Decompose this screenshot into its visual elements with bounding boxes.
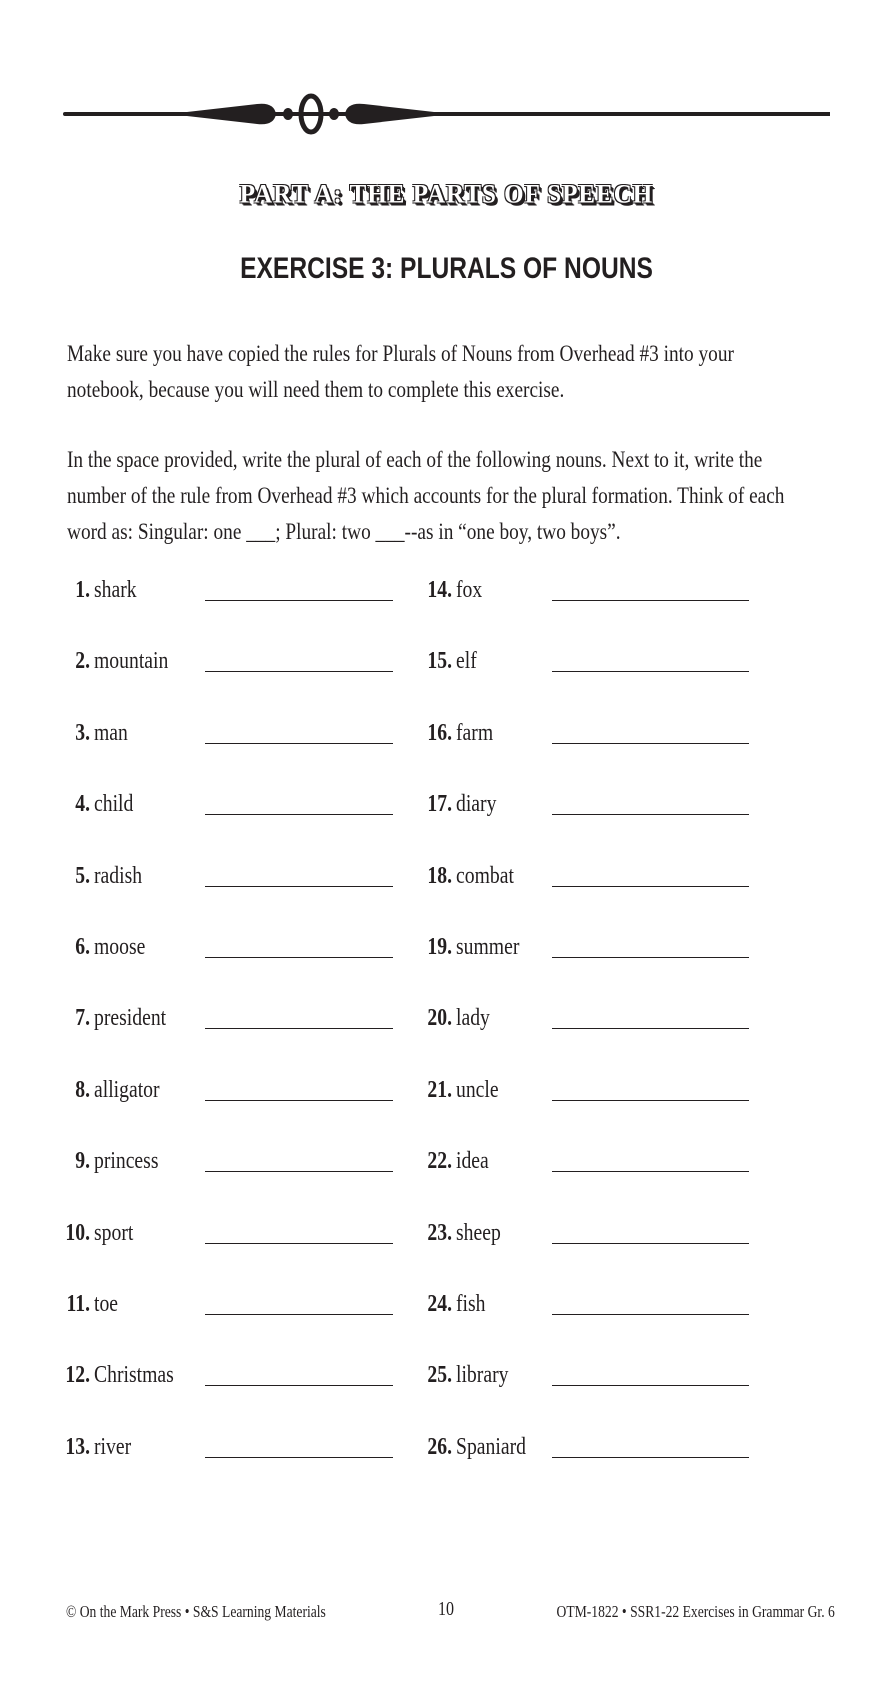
- item-noun: sheep: [456, 1219, 501, 1246]
- item-number: 18.: [427, 862, 452, 889]
- answer-blank[interactable]: [205, 886, 393, 887]
- item-noun: uncle: [456, 1076, 499, 1103]
- exercise-item: [50, 1355, 393, 1395]
- item-noun: president: [94, 1005, 167, 1032]
- instructions-paragraph-1: Make sure you have copied the rules for Plurals of Nouns from Overhead #3 into your notebook, because you will need them to complete this exercise.: [67, 341, 734, 402]
- item-number: 13.: [65, 1433, 90, 1460]
- exercise-item: [50, 784, 393, 824]
- item-noun: toe: [94, 1291, 119, 1317]
- answer-blank[interactable]: [205, 1028, 393, 1029]
- answer-blank[interactable]: [552, 886, 749, 887]
- footer-publisher: © On the Mark Press • S&S Learning Materials: [66, 1602, 326, 1621]
- item-noun: mountain: [94, 648, 169, 675]
- item-noun: moose: [94, 934, 146, 960]
- item-number: 25.: [427, 1362, 452, 1389]
- exercise-item: [412, 713, 749, 753]
- item-noun: child: [94, 791, 134, 818]
- item-number: 14.: [427, 577, 452, 603]
- item-noun: summer: [456, 934, 520, 960]
- item-number: 1.: [75, 577, 90, 603]
- item-noun: Spaniard: [456, 1433, 526, 1460]
- answer-blank[interactable]: [205, 743, 393, 744]
- item-noun: lady: [456, 1005, 490, 1032]
- item-noun: radish: [94, 862, 143, 889]
- exercise-item: [50, 1427, 393, 1467]
- item-noun: fox: [456, 577, 483, 603]
- answer-blank[interactable]: [552, 1100, 749, 1101]
- answer-blank[interactable]: [552, 1314, 749, 1315]
- exercise-item: [412, 927, 749, 967]
- item-number: 12.: [65, 1362, 90, 1389]
- exercise-item: [50, 713, 393, 753]
- item-number: 11.: [66, 1291, 90, 1317]
- item-noun: elf: [456, 648, 477, 675]
- answer-blank[interactable]: [205, 1457, 393, 1458]
- page-number: 10: [438, 1598, 454, 1620]
- item-number: 9.: [75, 1148, 90, 1175]
- answer-blank[interactable]: [205, 1171, 393, 1172]
- exercise-item: [412, 1070, 749, 1110]
- item-number: 4.: [75, 791, 90, 818]
- exercise-item: [50, 1284, 393, 1324]
- exercise-item: [50, 998, 393, 1038]
- item-number: 19.: [427, 934, 452, 960]
- exercise-item: [50, 1070, 393, 1110]
- item-noun: sport: [94, 1219, 134, 1246]
- item-noun: idea: [456, 1148, 489, 1175]
- exercise-item: [50, 1213, 393, 1253]
- item-noun: library: [456, 1362, 509, 1389]
- answer-blank[interactable]: [552, 1243, 749, 1244]
- item-number: 5.: [75, 862, 90, 889]
- exercise-item: [412, 570, 749, 610]
- item-noun: alligator: [94, 1076, 160, 1103]
- item-number: 3.: [75, 719, 90, 746]
- item-number: 26.: [427, 1433, 452, 1460]
- answer-blank[interactable]: [552, 1028, 749, 1029]
- exercise-item: [412, 641, 749, 681]
- answer-blank[interactable]: [205, 814, 393, 815]
- exercise-item: [50, 641, 393, 681]
- answer-blank[interactable]: [552, 671, 749, 672]
- answer-blank[interactable]: [205, 1243, 393, 1244]
- ornamental-divider: [62, 92, 830, 156]
- item-noun: combat: [456, 862, 514, 889]
- item-number: 24.: [427, 1291, 452, 1317]
- item-noun: man: [94, 719, 128, 746]
- item-noun: diary: [456, 791, 497, 818]
- answer-blank[interactable]: [552, 1385, 749, 1386]
- answer-blank[interactable]: [552, 743, 749, 744]
- answer-blank[interactable]: [552, 1457, 749, 1458]
- answer-blank[interactable]: [205, 671, 393, 672]
- answer-blank[interactable]: [205, 1100, 393, 1101]
- answer-blank[interactable]: [552, 1171, 749, 1172]
- item-noun: fish: [456, 1291, 486, 1317]
- item-number: 10.: [65, 1219, 90, 1246]
- instructions-paragraph-2: In the space provided, write the plural of each of the following nouns. Next to it, write the number of the rule from Overhead #3 which accounts for the plural formation. Think of each word as: Singular: one ___; Plural: two ___--as in “one boy, two boys”.: [67, 447, 785, 544]
- answer-blank[interactable]: [552, 600, 749, 601]
- item-number: 2.: [75, 648, 90, 675]
- item-number: 21.: [427, 1076, 452, 1103]
- item-number: 16.: [427, 719, 452, 746]
- exercise-item: [412, 1213, 749, 1253]
- item-number: 20.: [427, 1005, 452, 1032]
- answer-blank[interactable]: [205, 1314, 393, 1315]
- answer-blank[interactable]: [205, 957, 393, 958]
- item-noun: shark: [94, 577, 137, 603]
- item-noun: princess: [94, 1148, 159, 1175]
- item-number: 7.: [75, 1005, 90, 1032]
- item-number: 15.: [427, 648, 452, 675]
- exercise-title: EXERCISE 3: PLURALS OF NOUNS: [240, 252, 653, 285]
- item-noun: river: [94, 1433, 132, 1460]
- part-title: PART A: THE PARTS OF SPEECH: [239, 180, 654, 209]
- answer-blank[interactable]: [552, 814, 749, 815]
- exercise-item: [50, 570, 393, 610]
- exercise-item: [412, 1427, 749, 1467]
- item-number: 22.: [427, 1148, 452, 1175]
- item-noun: farm: [456, 719, 494, 746]
- exercise-item: [50, 927, 393, 967]
- answer-blank[interactable]: [552, 957, 749, 958]
- item-number: 6.: [75, 934, 90, 960]
- item-number: 17.: [427, 791, 452, 818]
- exercise-item: [412, 1284, 749, 1324]
- item-number: 23.: [427, 1219, 452, 1246]
- item-number: 8.: [75, 1076, 90, 1103]
- exercise-item: [412, 1141, 749, 1181]
- exercise-item: [412, 856, 749, 896]
- exercise-item: [412, 998, 749, 1038]
- item-noun: Christmas: [94, 1362, 174, 1389]
- exercise-item: [412, 1355, 749, 1395]
- exercise-item: [50, 856, 393, 896]
- footer-product-code: OTM-1822 • SSR1-22 Exercises in Grammar Gr. 6: [556, 1602, 835, 1621]
- exercise-item: [50, 1141, 393, 1181]
- answer-blank[interactable]: [205, 600, 393, 601]
- answer-blank[interactable]: [205, 1385, 393, 1386]
- exercise-item: [412, 784, 749, 824]
